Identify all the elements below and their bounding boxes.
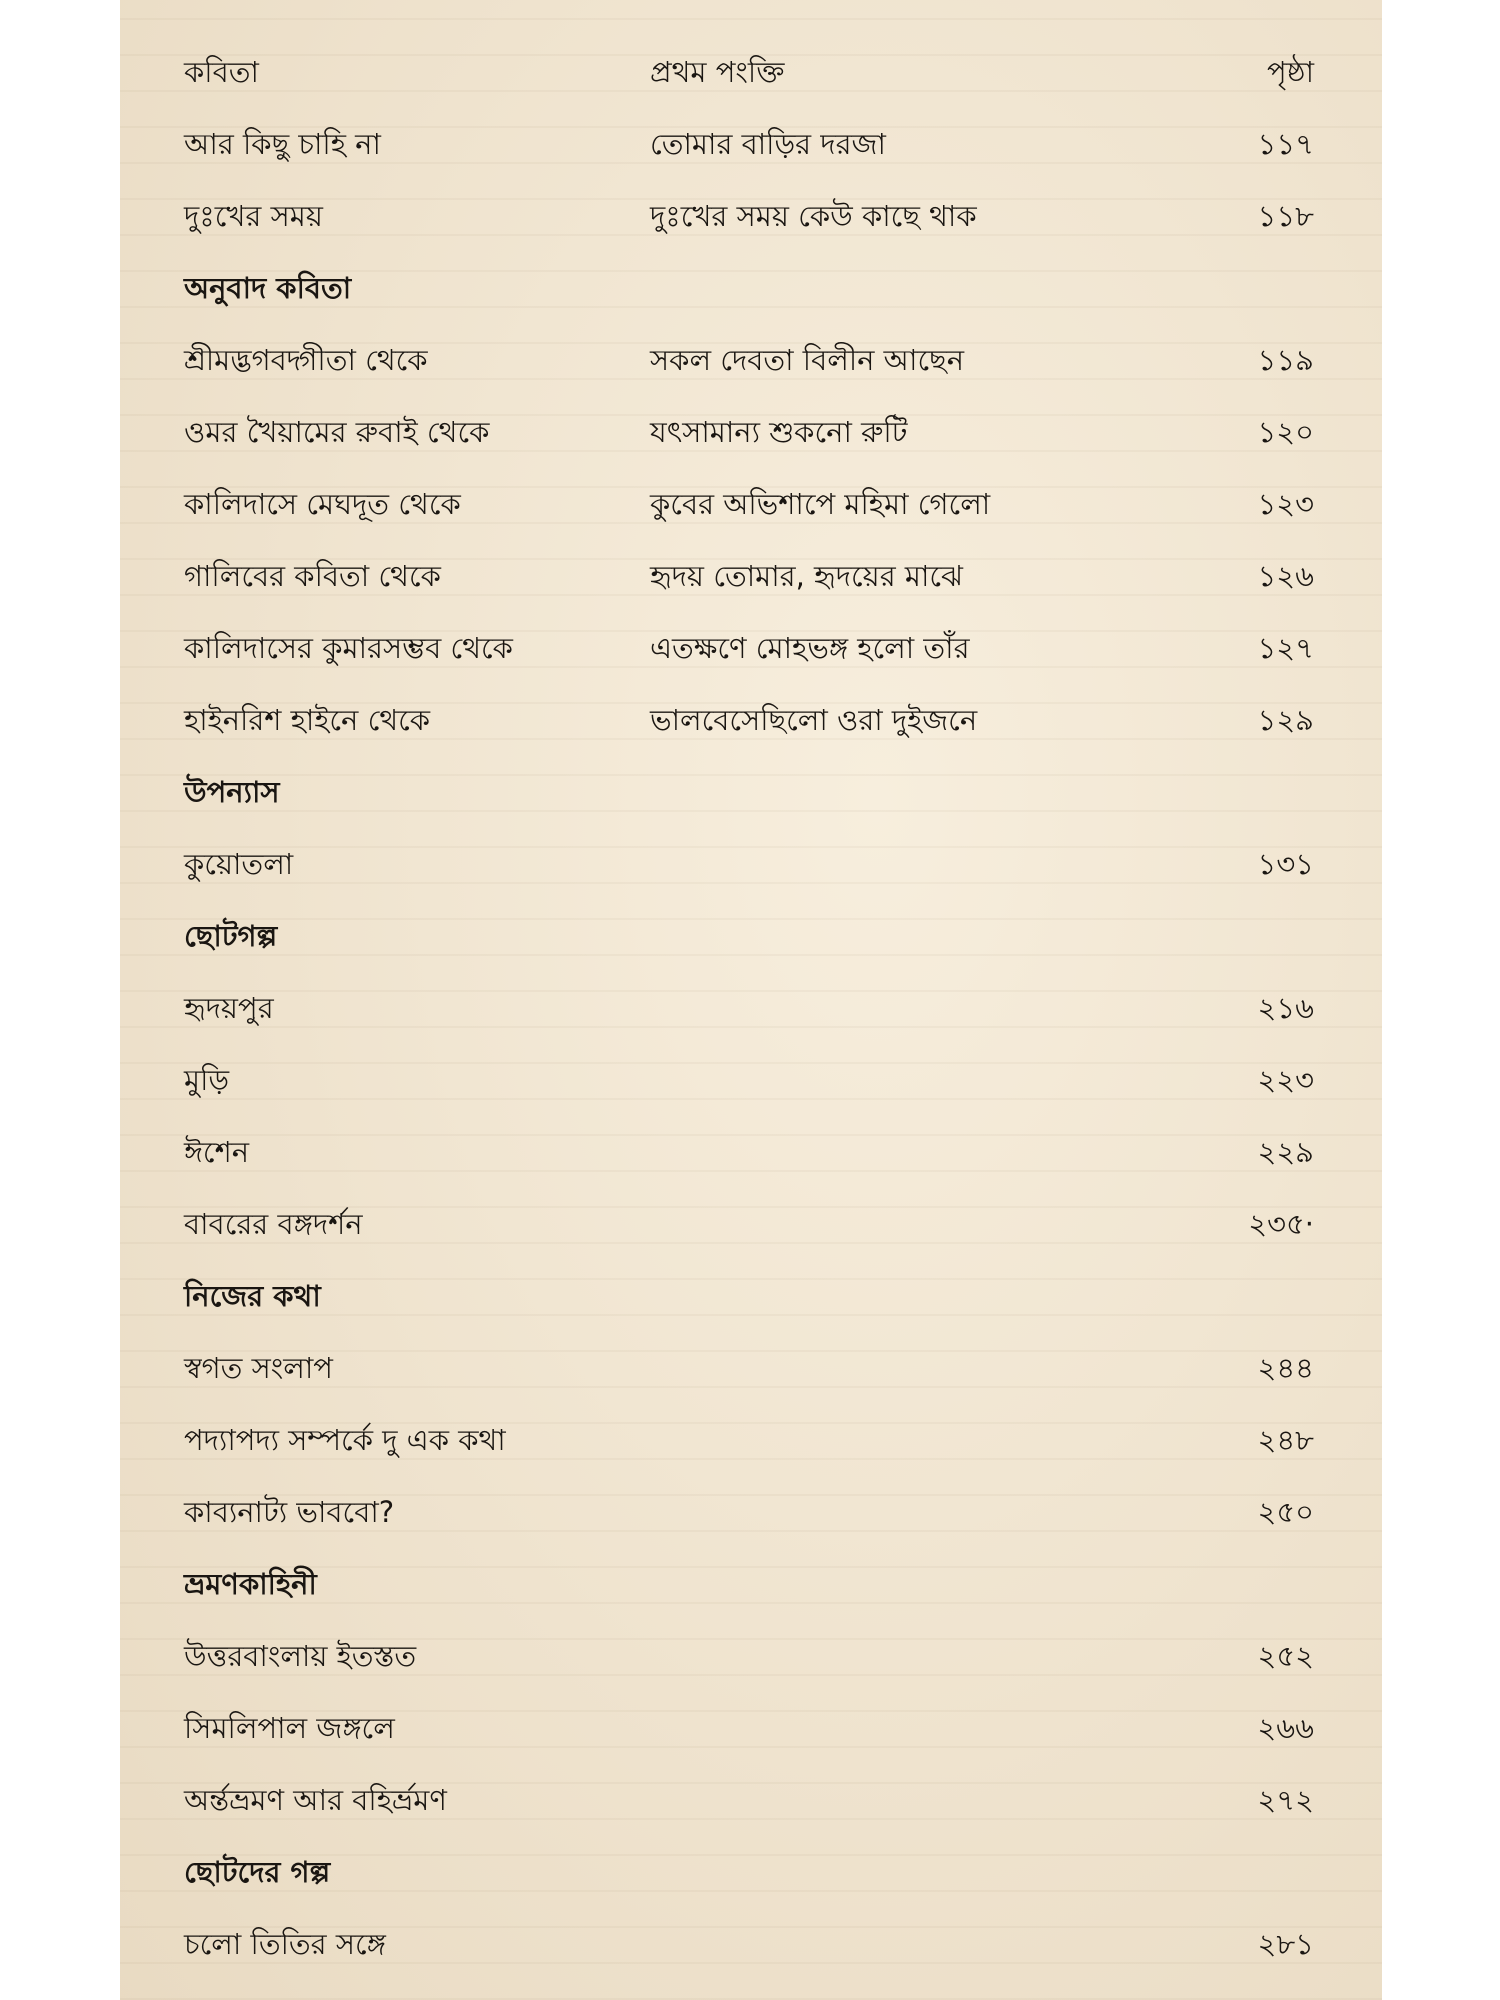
entry-page: ২৭২ [1257,1783,1314,1817]
section-heading [120,1272,1382,1344]
entry-page: ১১৭ [1257,127,1314,161]
section-heading [120,264,1382,336]
column-header-first-line: প্রথম পংক্তি [650,55,785,89]
section-heading [120,1560,1382,1632]
entry-page: ২৪৪ [1257,1351,1314,1385]
section-heading [120,768,1382,840]
entry-first-line: হৃদয় তোমার, হৃদয়ের মাঝে [650,559,963,593]
toc-row [120,1416,1382,1488]
toc-row [120,480,1382,552]
entry-page: ২১৬ [1257,991,1314,1025]
book-page [120,0,1382,2000]
entry-title: অর্ন্তভ্রমণ আর বহির্ভ্রমণ [184,1783,447,1817]
entry-title: কাব্যনাট্য ভাববো? [184,1495,395,1529]
toc-row [120,1488,1382,1560]
entry-title: কুয়োতলা [184,847,294,881]
entry-title: উত্তরবাংলায় ইতস্তত [184,1639,417,1673]
entry-title: বাবরের বঙ্গদর্শন [184,1207,363,1241]
toc-row [120,1200,1382,1272]
entry-title: গালিবের কবিতা থেকে [184,559,441,593]
entry-title: কালিদাসের কুমারসম্ভব থেকে [184,631,513,665]
section-title: অনুবাদ কবিতা [184,271,352,305]
section-title: ছোটগল্প [184,919,278,953]
entry-title: পদ্যাপদ্য সম্পর্কে দু এক কথা [184,1423,506,1457]
toc-row [120,192,1382,264]
toc-row [120,1920,1382,1992]
entry-page: ২২৯ [1257,1135,1314,1169]
entry-page: ১২৭ [1257,631,1314,665]
entry-title: শ্রীমদ্ভগবদ্গীতা থেকে [184,343,428,377]
entry-title: হাইনরিশ হাইনে থেকে [184,703,431,737]
entry-title: ওমর খৈয়ামের রুবাই থেকে [184,415,490,449]
toc-row [120,1344,1382,1416]
toc-row [120,1704,1382,1776]
section-title: ছোটদের গল্প [184,1855,331,1889]
entry-first-line: এতক্ষণে মোহভঙ্গ হলো তাঁর [650,631,970,665]
toc-row [120,1776,1382,1848]
section-title: নিজের কথা [184,1279,321,1313]
toc-row [120,120,1382,192]
entry-page: ২৬৬ [1257,1711,1314,1745]
entry-page: ১২০ [1257,415,1314,449]
entry-page: ২৫২ [1257,1639,1314,1673]
entry-page: ১২৩ [1257,487,1314,521]
entry-page: ২২৩ [1257,1063,1314,1097]
entry-first-line: যৎসামান্য শুকনো রুটি [650,415,908,449]
entry-page: ১২৬ [1257,559,1314,593]
entry-page: ২৪৮ [1257,1423,1314,1457]
column-header-page: পৃষ্ঠা [1267,55,1314,89]
toc-row [120,984,1382,1056]
toc-row [120,1128,1382,1200]
toc-row [120,840,1382,912]
entry-title: কালিদাসে মেঘদূত থেকে [184,487,461,521]
entry-title: ঈশেন [184,1135,250,1169]
entry-page: ১১৮ [1257,199,1314,233]
toc-row [120,1632,1382,1704]
entry-title: দুঃখের সময় [184,199,323,233]
section-heading [120,1848,1382,1920]
toc-row [120,624,1382,696]
section-title: উপন্যাস [184,775,280,809]
entry-title: হৃদয়পুর [184,991,274,1025]
toc-row [120,336,1382,408]
toc-header [120,48,1382,120]
toc-row [120,552,1382,624]
entry-title: মুড়ি [184,1063,230,1097]
entry-page: ২৫০ [1257,1495,1314,1529]
entry-title: চলো তিতির সঙ্গে [184,1927,386,1961]
section-title: ভ্রমণকাহিনী [184,1567,317,1601]
entry-page: ২৮১ [1257,1927,1314,1961]
entry-first-line: ভালবেসেছিলো ওরা দুইজনে [650,703,978,737]
toc-row [120,408,1382,480]
toc-row [120,1056,1382,1128]
toc-row [120,696,1382,768]
entry-title: আর কিছু চাহি না [184,127,381,161]
entry-page: ১২৯ [1257,703,1314,737]
entry-title: সিমলিপাল জঙ্গলে [184,1711,395,1745]
column-header-poem: কবিতা [184,55,259,89]
entry-title: স্বগত সংলাপ [184,1351,333,1385]
entry-page: ২৩৫· [1248,1207,1314,1241]
entry-first-line: দুঃখের সময় কেউ কাছে থাক [650,199,977,233]
entry-first-line: সকল দেবতা বিলীন আছেন [650,343,965,377]
entry-first-line: তোমার বাড়ির দরজা [650,127,886,161]
entry-page: ১৩১ [1257,847,1314,881]
section-heading [120,912,1382,984]
entry-page: ১১৯ [1257,343,1314,377]
entry-first-line: কুবের অভিশাপে মহিমা গেলো [650,487,991,521]
